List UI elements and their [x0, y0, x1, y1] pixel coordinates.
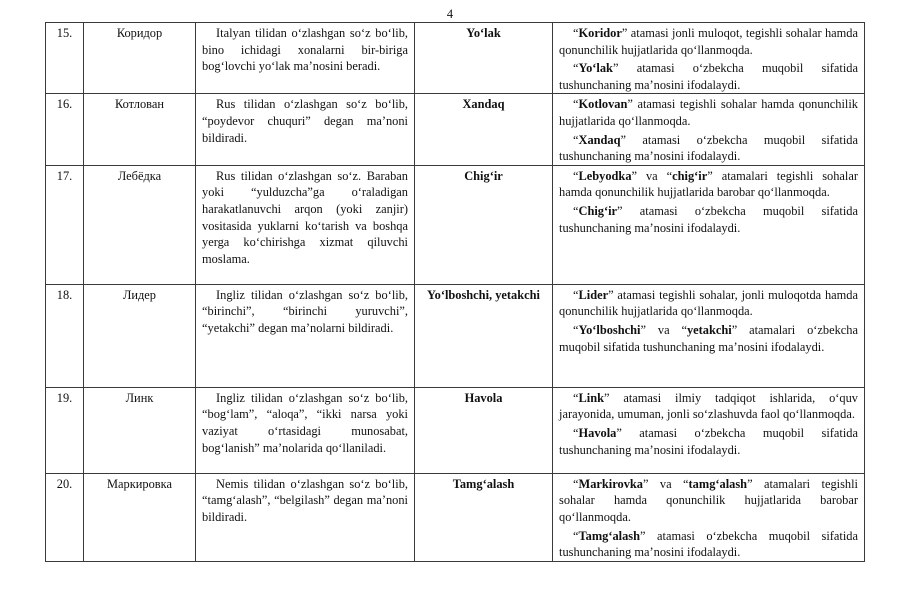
term-highlight: Markirovka: [578, 476, 643, 491]
note-paragraph: “Markirovka” va “tamg‘alash” atamalari tegishli sohalar hamda qonunchilik hujjatlarida barobar qo‘llanmoqda.: [559, 476, 858, 524]
table-row: [46, 473, 865, 561]
usage-note: [553, 387, 865, 473]
note-paragraph: “Havola” atamasi o‘zbekcha muqobil sifatida tushunchaning ma’nosini ifodalaydi.: [559, 425, 858, 457]
note-paragraph: “Yo‘lboshchi” va “yetakchi” atamalari o‘zbekcha muqobil sifatida tushunchaning ma’nosini ifodalaydi.: [559, 322, 858, 354]
usage-note: [553, 165, 865, 284]
row-number: 15.: [46, 23, 84, 94]
term-highlight: Link: [578, 390, 604, 405]
usage-note: [553, 473, 865, 561]
note-paragraph: “Link” atamasi ilmiy tadqiqot ishlarida, o‘quv jarayonida, umuman, jonli so‘zlashuvda faol qo‘llanmoqda.: [559, 390, 858, 422]
term-highlight: Kotlovan: [578, 97, 628, 112]
usage-note: [553, 284, 865, 387]
foreign-term: Маркировка: [84, 473, 196, 561]
uzbek-equivalent: Chig‘ir: [415, 165, 553, 284]
uzbek-equivalent: Tamg‘alash: [415, 473, 553, 561]
terms-table: [45, 22, 865, 562]
term-highlight: Koridor: [578, 26, 622, 40]
term-origin: Nemis tilidan o‘zlashgan so‘z bo‘lib, “tamg‘alash”, “belgilash” degan ma’noni bildiradi.: [196, 473, 415, 561]
note-paragraph: “Chig‘ir” atamasi o‘zbekcha muqobil sifatida tushunchaning ma’nosini ifodalaydi.: [559, 203, 858, 235]
term-highlight: Xandaq: [578, 132, 621, 147]
row-number: 19.: [46, 387, 84, 473]
term-highlight: Yo‘lboshchi: [578, 322, 641, 337]
uzbek-equivalent: Yo‘lboshchi, yetakchi: [415, 284, 553, 387]
term-highlight: tamg‘alash: [688, 476, 748, 491]
row-number: 18.: [46, 284, 84, 387]
term-origin: Rus tilidan o‘zlashgan so‘z bo‘lib, “poydevor chuquri” degan ma’noni bildiradi.: [196, 94, 415, 165]
term-origin: Rus tilidan o‘zlashgan so‘z. Baraban yoki “yulduzcha”ga o‘raladigan harakatlanuvchi arqon (yoki zanjir) vositasida yuklarni ko‘tarish va boshqa yerga ko‘chirishga xizmat qiluvchi moslama.: [196, 165, 415, 284]
term-highlight: Tamg‘alash: [578, 528, 641, 543]
note-paragraph: “Xandaq” atamasi o‘zbekcha muqobil sifatida tushunchaning ma’nosini ifodalaydi.: [559, 132, 858, 164]
term-highlight: Lebyodka: [578, 168, 632, 183]
table-row: [46, 94, 865, 165]
row-number: 16.: [46, 94, 84, 165]
foreign-term: Коридор: [84, 23, 196, 94]
term-highlight: chig‘ir: [672, 168, 708, 183]
row-number: 20.: [46, 473, 84, 561]
term-origin: Ingliz tilidan o‘zlashgan so‘z bo‘lib, “birinchi”, “birinchi yuruvchi”, “yetakchi” degan ma’nolarni bildiradi.: [196, 284, 415, 387]
term-highlight: yetakchi: [686, 322, 732, 337]
note-paragraph: “Lebyodka” va “chig‘ir” atamalari tegishli sohalar hamda qonunchilik hujjatlarida barobar qo‘llanmoqda.: [559, 168, 858, 200]
note-paragraph: “Kotlovan” atamasi tegishli sohalar hamda qonunchilik hujjatlarida qo‘llanmoqda.: [559, 97, 858, 128]
foreign-term: Лебёдка: [84, 165, 196, 284]
note-paragraph: “Koridor” atamasi jonli muloqot, tegishli sohalar hamda qonunchilik hujjatlarida qo‘llanmoqda.: [559, 26, 858, 57]
usage-note: [553, 94, 865, 165]
term-highlight: Yo‘lak: [578, 61, 613, 76]
note-paragraph: “Yo‘lak” atamasi o‘zbekcha muqobil sifatida tushunchaning ma’nosini ifodalaydi.: [559, 61, 858, 92]
term-origin: Italyan tilidan o‘zlashgan so‘z bo‘lib, bino ichidagi xonalarni bir-biriga bog‘lovchi yo‘lak ma’nosini beradi.: [196, 23, 415, 94]
foreign-term: Линк: [84, 387, 196, 473]
row-number: 17.: [46, 165, 84, 284]
page-number: 4: [446, 7, 454, 21]
table-row: [46, 284, 865, 387]
uzbek-equivalent: Yo‘lak: [415, 23, 553, 94]
uzbek-equivalent: Havola: [415, 387, 553, 473]
usage-note: [553, 23, 865, 94]
note-paragraph: “Tamg‘alash” atamasi o‘zbekcha muqobil sifatida tushunchaning ma’nosini ifodalaydi.: [559, 528, 858, 560]
table-row: [46, 387, 865, 473]
table-row: [46, 23, 865, 94]
uzbek-equivalent: Xandaq: [415, 94, 553, 165]
note-paragraph: “Lider” atamasi tegishli sohalar, jonli muloqotda hamda qonunchilik hujjatlarida qo‘llanmoqda.: [559, 287, 858, 319]
term-origin: Ingliz tilidan o‘zlashgan so‘z bo‘lib, “bog‘lam”, “aloqa”, “ikki narsa yoki vaziyat o‘rtasidagi munosabat, bog‘lanish” ma’nolarida qo‘llaniladi.: [196, 387, 415, 473]
table-row: [46, 165, 865, 284]
term-highlight: Havola: [578, 425, 617, 440]
foreign-term: Лидер: [84, 284, 196, 387]
terms-table-body: [46, 23, 865, 562]
term-highlight: Chig‘ir: [578, 203, 618, 218]
foreign-term: Котлован: [84, 94, 196, 165]
term-highlight: Lider: [578, 287, 609, 302]
